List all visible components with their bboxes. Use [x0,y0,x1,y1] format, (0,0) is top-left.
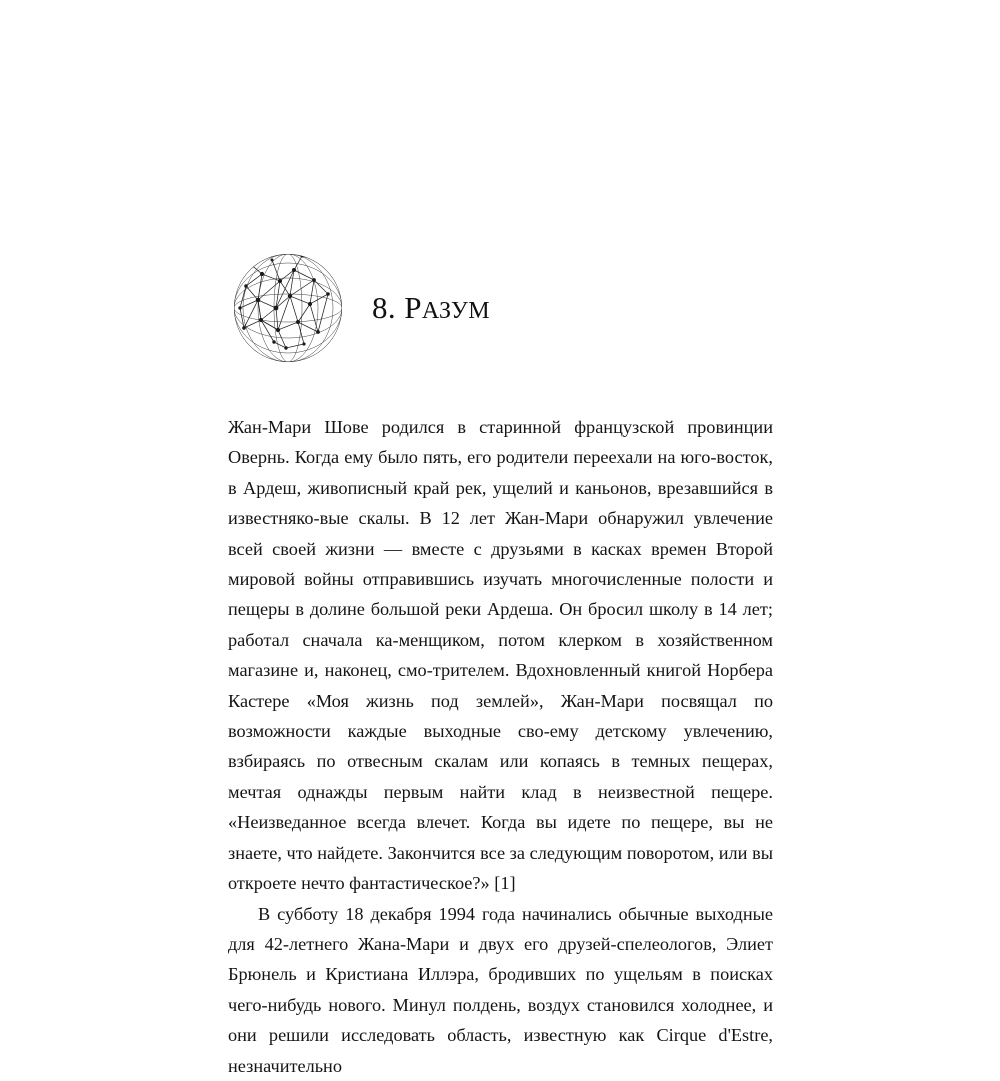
chapter-number: 8. [372,290,397,325]
chapter-title-first-letter: Р [404,290,422,325]
page-body [228,412,773,1081]
globe-network-icon [228,248,348,368]
chapter-title [372,290,490,326]
chapter-title-text [404,290,490,325]
paragraph: В субботу 18 декабря 1994 года начинались обычные выходные для 42-летнего Жана-Мари и двух его друзей-спелеологов, Элиет Брюнель и Кристиана Иллэра, бродивших по ущельям в поисках чего-нибудь нового. Минул полдень, воздух становился холоднее, и они решили исследовать область, известную как Cirque d'Estre, незначительно [228,903,773,1076]
paragraph: Жан-Мари Шове родился в старинной французской провинции Овернь. Когда ему было пять, его родители переехали на юго-восток, в Ардеш, живописный край рек, ущелий и каньонов, врезавшийся в известняко-вые скалы. В 12 лет Жан-Мари обнаружил увлечение всей своей жизни — вместе с друзьями в касках времен Второй мировой войны отправившись изучать многочисленные полости и пещеры в долине большой реки Ардеша. Он бросил школу в 14 лет; работал сначала ка-менщиком, потом клерком в хозяйственном магазине и, наконец, смо-трителем. Вдохновленный книгой Норбера Кастере «Моя жизнь под землей», Жан-Мари посвящал по возможности каждые выходные сво-ему детскому увлечению, взбираясь по отвесным скалам или копаясь в темных пещерах, мечтая однажды первым найти клад в неизвестной пещере. «Неизведанное всегда влечет. Когда вы идете по пещере, вы не знаете, что найдете. Закончится все за следующим поворотом, или вы откроете нечто фантастическое?» [1] [228,417,773,894]
chapter-header [228,248,788,368]
chapter-title-rest: АЗУМ [421,298,490,324]
